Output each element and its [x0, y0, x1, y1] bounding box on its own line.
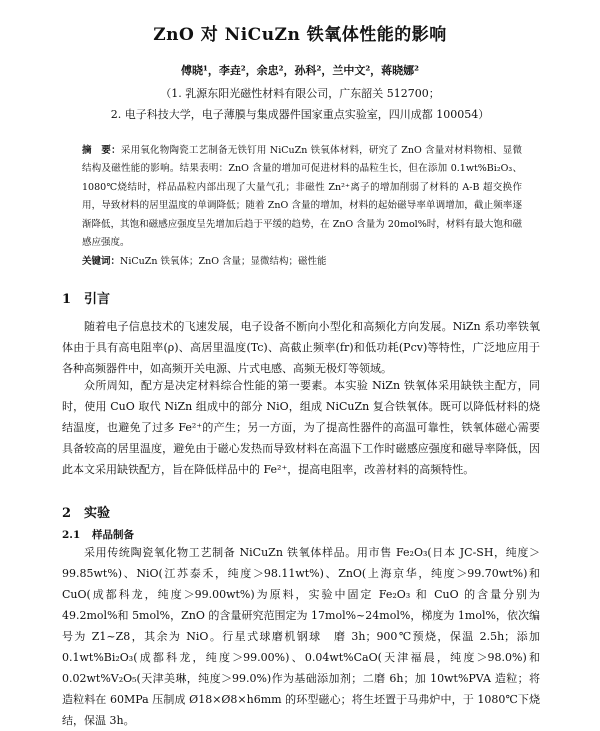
keywords	[82, 254, 522, 270]
affiliation-1: （1. 乳源东阳光磁性材料有限公司，广东韶关 512700；	[160, 87, 440, 100]
paper-title: ZnO 对 NiCuZn 铁氧体性能的影响	[153, 25, 447, 45]
intro-paragraph-2: 众所周知，配方是决定材料综合性能的第一要素。本实验 NiZn 铁氧体采用缺铁主配方，同时，使用 CuO 取代 NiZn 组成中的部分 NiO，组成 NiCuZn 复合铁氧体。既可以降低材料的烧结温度，也避免了过多 Fe²⁺的产生；另一方面，为了提高性器件的高温可靠性，铁氧体磁心需要具备较高的居里温度，避免由于磁心发热而导致材料在高温下工作时磁感应强度和磁导率降低，因此本文采用缺铁配方，旨在降低样品中的 Fe²⁺，提高电阻率，改善材料的高频特性。	[62, 379, 540, 476]
section-heading-intro	[62, 288, 110, 307]
abstract-text: 采用氧化物陶瓷工艺制备无铁钉用 NiCuZn 铁氧体材料，研究了 ZnO 含量对材料物相、显微结构及磁性能的影响。结果表明：ZnO 含量的增加可促进材料的晶粒生长，但在添加 0.1wt%Bi₂O₃、1080℃烧结时，样品晶粒内部出现了大量气孔；非磁性 Zn²⁺离子的增加削弱了材料的 A-B 超交换作用，导致材料的居里温度的单调降低；随着 ZnO 含量的增加，材料的起始磁导率单调增加，截止频率逐渐降低，其饱和磁感应强度呈先增加后趋于平缓的趋势，在 ZnO 含量为 20mol%时，材料有最大饱和磁感应强度。	[82, 145, 522, 249]
section-number: 1	[62, 292, 72, 307]
experiment-paragraph: 采用传统陶瓷氧化物工艺制备 NiCuZn 铁氧体样品。用市售 Fe₂O₃(日本 JC-SH，纯度＞99.85wt%)、NiO(江苏泰禾，纯度＞98.11wt%)、ZnO(上海京华，纯度＞99.70wt%)和 CuO(成都科龙，纯度＞99.00wt%)为原料，实验中固定 Fe₂O₃ 和 CuO 的含量分别为 49.2mol%和 5mol%，ZnO 的含量研究范围定为 17mol%~24mol%，梯度为 1mol%，依次编号为 Z1~Z8，其余为 NiO。行星式球磨机钢球 磨 3h；900℃预烧，保温 2.5h；添加 0.1wt%Bi₂O₃(成都科龙，纯度＞99.00%)、0.04wt%CaO(天津福晨，纯度＞98.0%)和 0.02wt%V₂O₅(天津美琳，纯度＞99.0%)作为基础添加剂；二磨 6h；加 10wt%PVA 造粒；将造粒料在 60MPa 压制成 Ø18×Ø8×h6mm 的环型磁心；将生坯置于马弗炉中，于 1080℃下烧结，保温 3h。	[62, 546, 540, 727]
subsection-title: 样品制备	[92, 529, 134, 541]
subsection-number: 2.1	[62, 529, 81, 541]
abstract-label: 摘 要：	[82, 145, 121, 156]
section-number: 2	[62, 506, 72, 521]
section-heading-experiment	[62, 502, 110, 521]
author-list: 傅晓¹，李垚²，余忠²，孙科²，兰中文²，蒋晓娜²	[181, 64, 419, 77]
keywords-label: 关键词：	[82, 256, 121, 267]
affiliation-2: 2. 电子科技大学，电子薄膜与集成器件国家重点实验室，四川成都 100054）	[110, 108, 490, 121]
keywords-text: NiCuZn 铁氧体；ZnO 含量；显微结构；磁性能	[120, 256, 327, 267]
section-title: 实验	[84, 506, 111, 521]
section-title: 引言	[84, 292, 111, 307]
abstract	[82, 142, 522, 252]
subsection-heading	[62, 527, 134, 542]
intro-paragraph-1: 随着电子信息技术的飞速发展，电子设备不断向小型化和高频化方向发展。NiZn 系功率铁氧体由于具有高电阻率(ρ)、高居里温度(Tc)、高截止频率(fr)和低功耗(Pcv)等特性，广泛地应用于各种高频器件中，如高频开关电源、片式电感、高频无极灯等领域。	[62, 320, 540, 375]
